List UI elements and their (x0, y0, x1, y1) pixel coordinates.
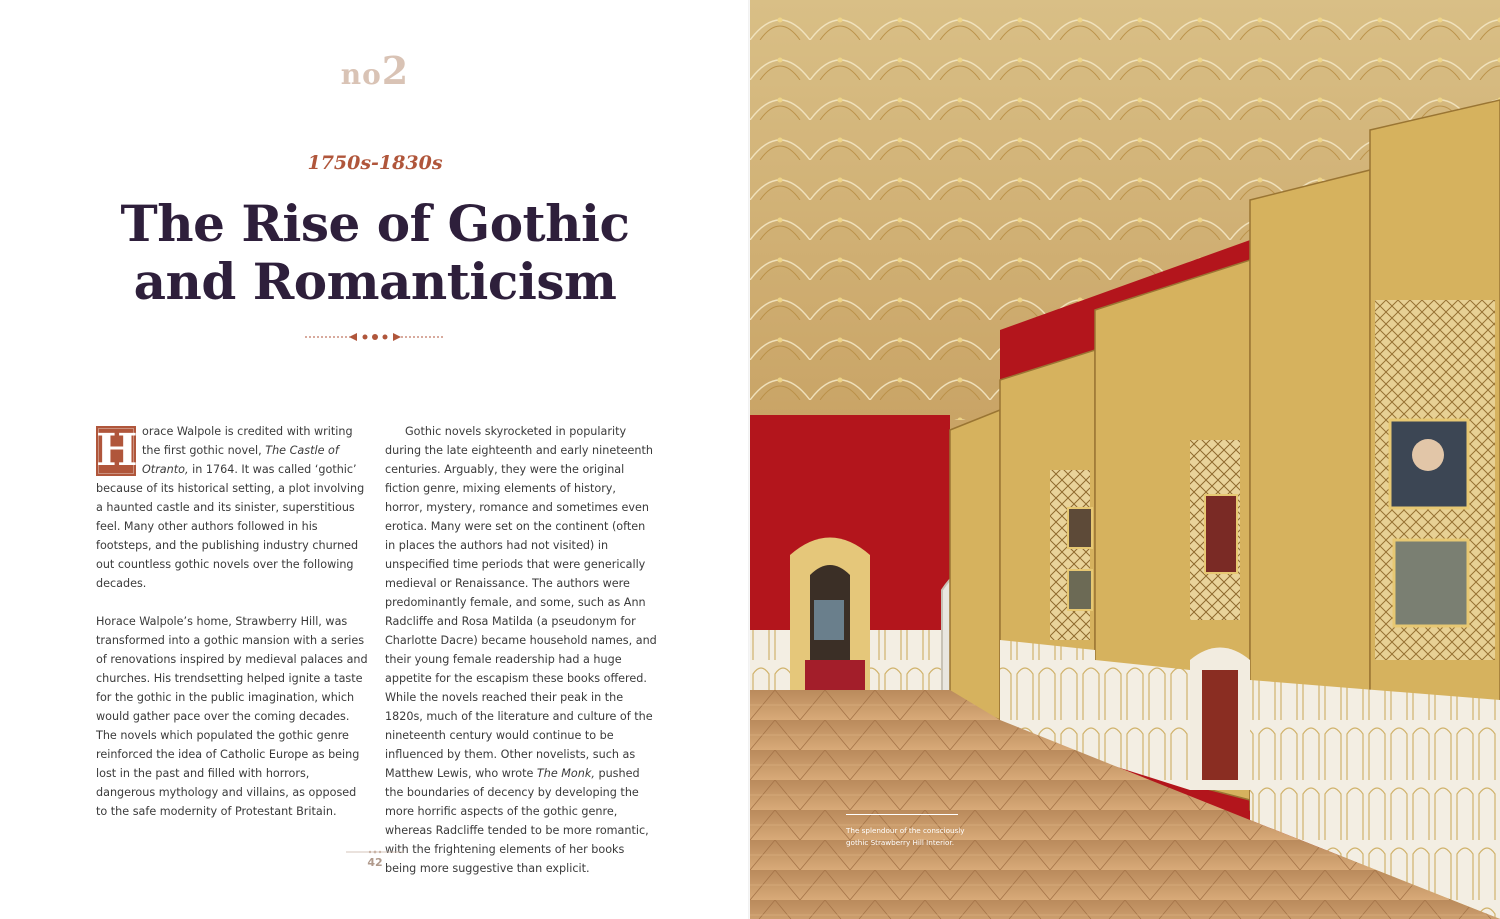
paragraph-1-text-a: orace Walpole is credited with writing the first gothic novel, (142, 425, 353, 457)
chapter-number (0, 48, 750, 93)
right-text-column (385, 422, 657, 878)
paragraph-3 (385, 422, 657, 878)
caption-rule (846, 814, 958, 815)
title-ornament (305, 330, 445, 344)
paragraph-2: Horace Walpole’s home, Strawberry Hill, was transformed into a gothic mansion with a series of renovations inspired by medieval palaces and churches. His trendsetting helped ignite a taste for the gothic in the public imagination, which would gather pace over the coming decades. The novels which populated the gothic genre reinforced the idea of Catholic Europe as being lost in the past and filled with horrors, dangerous mythology and villains, as opposed to the safe modernity of Protestant Britain. (96, 615, 368, 818)
photo-caption: The splendour of the consciously gothic Strawberry Hill Interior. (846, 826, 965, 847)
chapter-digit: 2 (381, 48, 410, 93)
left-text-column (96, 422, 368, 821)
chapter-dates: 1750s-1830s (307, 152, 443, 174)
page-number: 42 (367, 856, 383, 869)
chapter-prefix: no (340, 58, 382, 91)
strawberry-hill-interior-photo (750, 0, 1500, 919)
drop-cap: H (96, 425, 138, 476)
right-page (750, 0, 1500, 919)
paragraph-3-text-b: pushed the boundaries of decency by developing the more horrific aspects of the gothic genre, whereas Radcliffe tended to be more romantic, with the frightening elements of her books being more suggestive than explicit. (385, 767, 649, 875)
paragraph-3-text-a: Gothic novels skyrocketed in popularity during the late eighteenth and early nineteenth centuries. Arguably, they were the original fiction genre, mixing elements of history, horror, mystery, romance and sometimes even erotica. Many were set on the continent (often in places the authors had not visited) in unspecified time periods that were generically medieval or Renaissance. The authors were predominantly female, and some, such as Ann Radcliffe and Rosa Matilda (a pseudonym for Charlotte Dacre) became household names, and their young female readership had a huge appetite for the escapism these books offered. While the novels reached their peak in the 1820s, much of the literature and culture of the nineteenth century would continue to be influenced by them. Other novelists, such as Matthew Lewis, who wrote (385, 425, 657, 780)
paragraph-1 (96, 422, 368, 593)
page-title (60, 195, 690, 311)
folio-ornament (346, 849, 404, 855)
paragraph-1-text-b: in 1764. It was called ‘gothic’ because of its historical setting, a plot involving a haunted castle and its sinister, superstitious feel. Many other authors followed in his footsteps, and the publishing industry churned out countless gothic novels over the following decades. (96, 463, 365, 590)
book-title-otranto: The Castle of Otranto, (142, 444, 339, 476)
book-title-monk: The Monk, (536, 767, 595, 780)
title-line-2: and Romanticism (133, 252, 617, 311)
title-line-1: The Rise of Gothic (120, 194, 630, 253)
